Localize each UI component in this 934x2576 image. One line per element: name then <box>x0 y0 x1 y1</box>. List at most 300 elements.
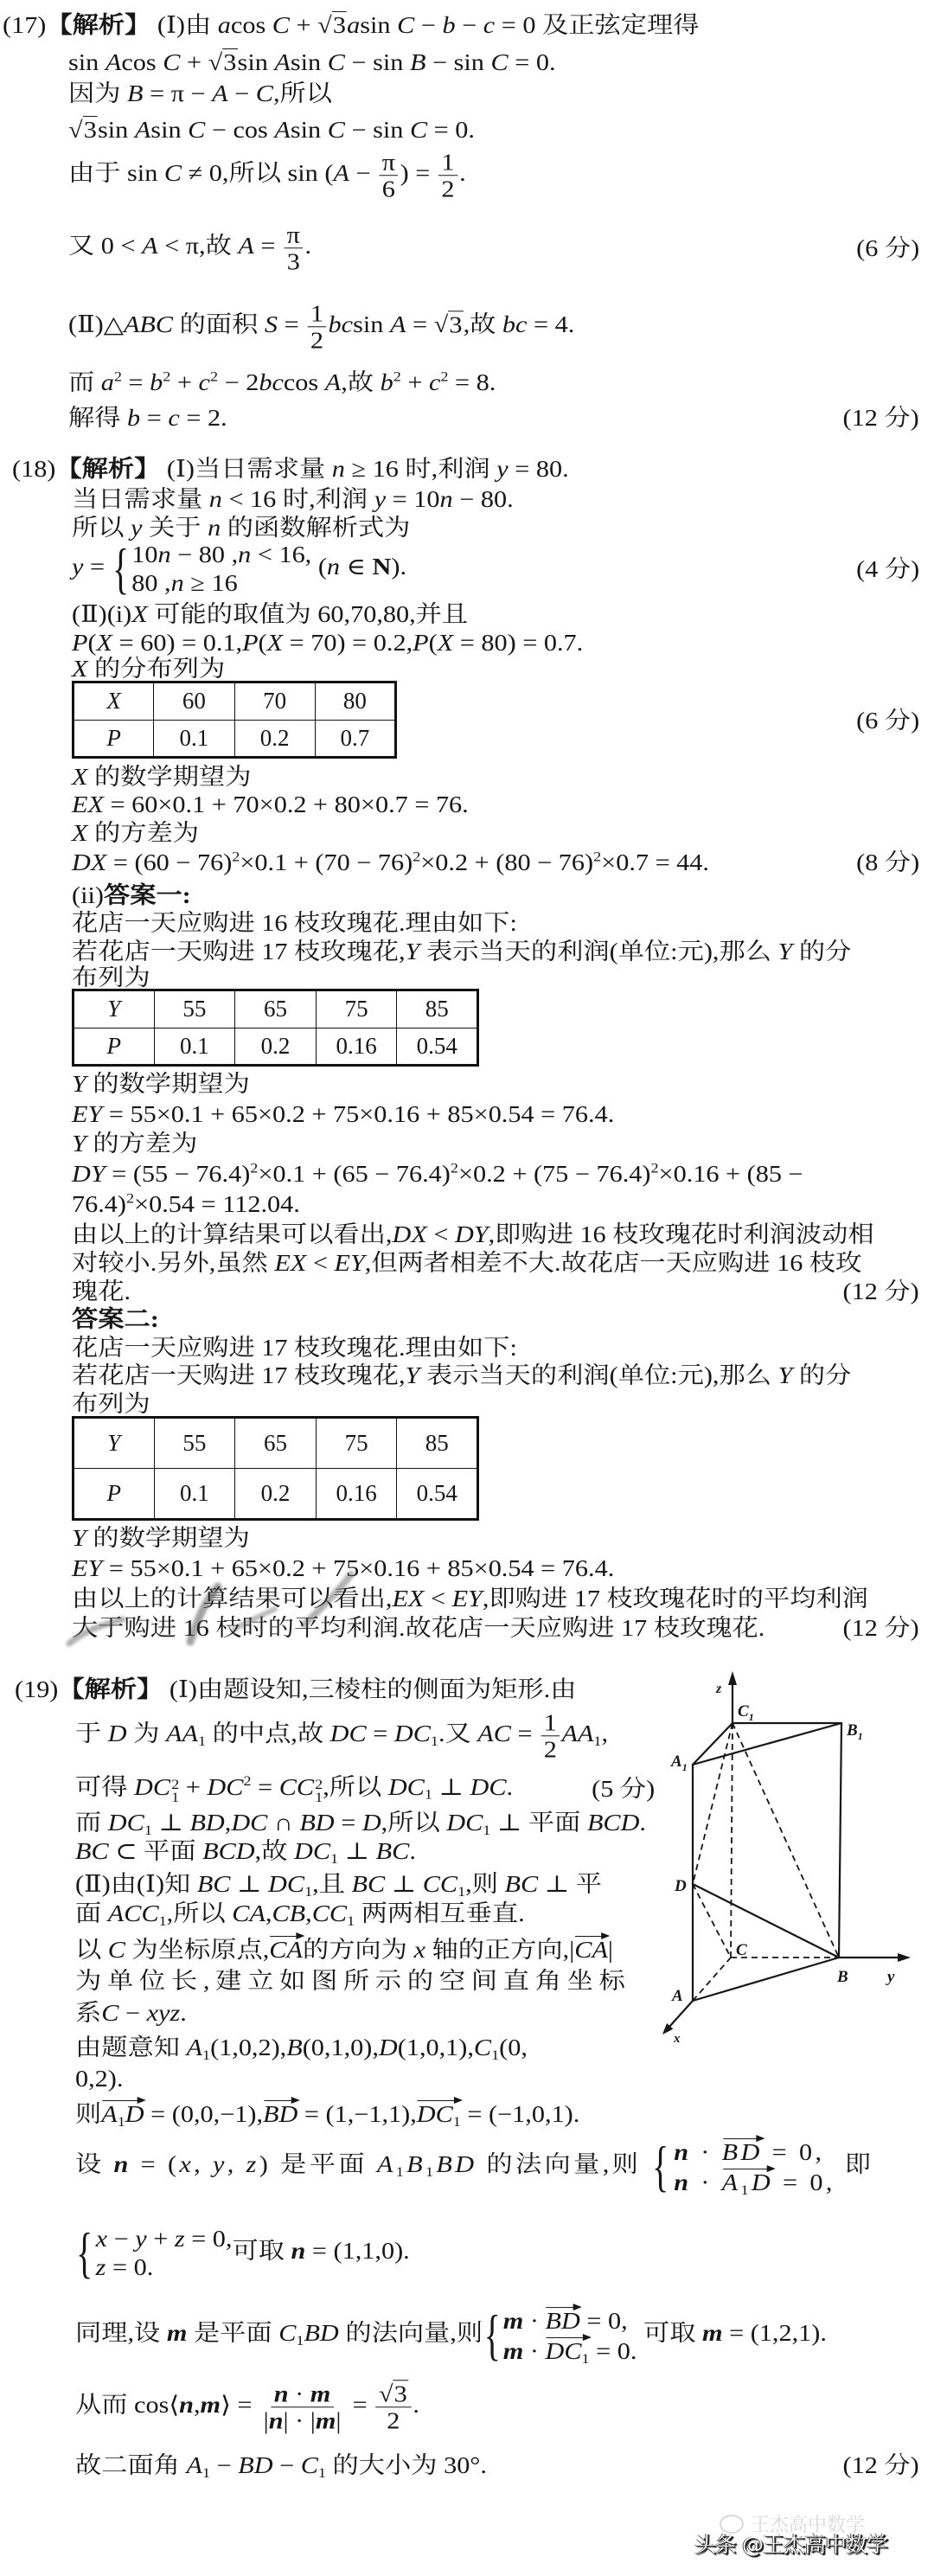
radicand: 3 <box>83 117 97 143</box>
superscript: 2 <box>250 1160 259 1176</box>
vector-symbol: n <box>674 2139 692 2166</box>
edge-b1-b <box>839 1723 841 1958</box>
table-cell: 55 <box>154 1418 235 1469</box>
solution-line: 76.4)$^2$×0.54 = 112.04. <box>72 1190 300 1217</box>
left-brace-icon: { <box>76 2221 93 2284</box>
vector <box>417 2099 461 2128</box>
table-row <box>74 1469 478 1520</box>
math-italic: A <box>274 49 291 75</box>
math-italic: X <box>72 820 88 846</box>
denominator: 2 <box>387 2407 400 2434</box>
solution-line: 由以上的计算结果可以看出,DX < DY,即购进 16 枝玫瑰花时利润波动相 <box>72 1221 874 1247</box>
solution-line: X 的方差为 <box>72 820 199 846</box>
square-root <box>379 2380 408 2406</box>
superscript: 2 <box>413 849 421 865</box>
table-cell: 0.54 <box>397 1028 478 1066</box>
normal-vector-system-line: 设 n = (x, y, z) 是平面 $A_1B_1BD$ 的法向量,则 { n · BD = 0, n · $A_1D = 0$, 即 <box>75 2135 874 2198</box>
solution-line: P(X = 60) = 0.1,P(X = 70) = 0.2,P(X = 80) = 0.7. <box>72 630 584 656</box>
solution-line: 由题意知 $A_1(1,0,2),B(0,1,0),D(1,0,1),C_1(0$, <box>75 2035 528 2063</box>
table-cell: 55 <box>154 990 235 1028</box>
superscript: 2 <box>593 849 602 865</box>
score-marker: (6 分) <box>855 235 919 261</box>
system-row: z = 0. <box>95 2254 154 2280</box>
math-italic: CB <box>272 1900 306 1926</box>
fraction <box>438 149 457 202</box>
math-italic: y <box>496 456 509 482</box>
math-italic: C <box>278 2320 297 2347</box>
math-italic: n <box>170 570 184 596</box>
math-italic: EX <box>274 1250 307 1276</box>
analysis-tag: 【解析】 <box>58 1676 163 1702</box>
vector-body <box>545 2308 579 2334</box>
math-italic: x <box>413 1937 425 1963</box>
math-italic: B <box>409 49 426 75</box>
subscript: 1 <box>483 1822 491 1838</box>
math-italic: C <box>473 2035 492 2060</box>
subscript: 1 <box>457 1883 466 1900</box>
math-italic: BCD <box>586 1810 640 1836</box>
subscript: 1 <box>347 1913 355 1929</box>
fraction <box>260 2381 344 2433</box>
math-italic: X <box>266 630 284 656</box>
math-italic: c <box>198 369 210 395</box>
math-italic: b <box>127 405 141 431</box>
table-cell: P <box>74 1469 155 1520</box>
math-italic: ABC <box>123 311 174 338</box>
solution-line: 瑰花. <box>72 1278 131 1304</box>
score-marker: (12 分) <box>842 2452 919 2478</box>
solution-line <box>72 1305 159 1333</box>
cosine-fraction-line: 从而 cos⟨n,m⟩ = $\frac{n \cdot m}{|n| \cdot |m|}$ = $\frac{√3}{2}$ . <box>75 2381 419 2434</box>
vector-arrow-icon <box>723 2138 763 2139</box>
vector-body <box>416 2101 461 2130</box>
figure-label: $C_1$ <box>738 1702 754 1723</box>
math-italic: BD <box>304 2320 339 2347</box>
math-italic: n <box>331 456 345 482</box>
denominator: 2 <box>543 1736 557 1763</box>
math-italic: X <box>96 630 113 656</box>
vector-symbol: m <box>502 2308 524 2335</box>
solution-line: Y 的数学期望为 <box>72 1525 250 1551</box>
math-italic: b <box>442 12 456 38</box>
solution-line: 系C − xyz. <box>75 2000 187 2026</box>
table-cell: Y <box>74 1418 155 1469</box>
math-italic: A <box>101 2101 118 2127</box>
left-brace-icon: { <box>483 2304 501 2367</box>
numerator: π <box>284 221 303 248</box>
math-italic: ACC <box>107 1900 159 1926</box>
subscript: 1 <box>197 1733 207 1750</box>
vector-arrow-icon <box>418 2100 461 2101</box>
vector-body <box>574 1937 608 1963</box>
vector-arrow-icon <box>270 1936 303 1937</box>
math-italic: y <box>72 554 84 580</box>
math-italic: EY <box>451 1586 483 1612</box>
solution-line: (Ⅱ)(i)X 可能的取值为 60,70,80,并且 <box>72 601 469 627</box>
table-cell: 0.16 <box>316 1028 397 1066</box>
fraction <box>284 221 303 274</box>
vector-body <box>722 2139 763 2165</box>
math-italic: BD <box>189 1810 225 1836</box>
math-italic: n <box>208 486 222 512</box>
figure-label: z <box>716 1682 722 1696</box>
sub-superscript <box>171 1778 179 1804</box>
math-italic: EX <box>72 791 104 817</box>
table-cell: 80 <box>315 682 395 721</box>
math-italic: C <box>107 1937 125 1963</box>
solution-line: 故二面角 $A_1$ − BD − $C_1$ 的大小为 30°. <box>75 2452 487 2481</box>
table-cell: 0.1 <box>154 1028 235 1066</box>
math-italic: DX <box>72 849 107 875</box>
solution-line: EY = 55×0.1 + 65×0.2 + 75×0.16 + 85×0.54 = 76.4. <box>72 1555 615 1581</box>
solution-line: 布列为 <box>72 964 150 990</box>
figure-label: C <box>736 1941 747 1959</box>
math-italic: X <box>131 601 148 627</box>
fraction <box>375 2381 411 2433</box>
math-italic: DC <box>470 1773 507 1800</box>
table-cell: 65 <box>235 1418 317 1469</box>
math-italic: DC <box>446 1810 483 1836</box>
math-italic: C <box>101 2000 119 2026</box>
solution-line: 由以上的计算结果可以看出,EX < EY,即购进 17 枝玫瑰花时的平均利润 <box>72 1586 868 1612</box>
table-cell: X <box>74 682 154 721</box>
math-italic: P <box>242 630 259 656</box>
vector <box>722 2137 763 2166</box>
math-italic: b <box>380 369 393 395</box>
left-brace-icon: { <box>112 537 129 600</box>
subscript: 1 <box>315 1789 323 1805</box>
table-row <box>74 1028 478 1066</box>
vector-symbol: m <box>315 2407 336 2434</box>
system-row: m · BD = 0, <box>503 2305 637 2336</box>
system-rows <box>503 2305 637 2366</box>
numerator: 1 <box>307 300 326 327</box>
solution-line: 若花店一天购进 17 枝玫瑰花,Y 表示当天的利润(单位:元),那么 Y 的分 <box>72 939 852 964</box>
math-italic: n <box>238 541 252 568</box>
solution-line: 对较小.另外,虽然 EX < EY,但两者相差不大.故花店一天应购进 16 枝玫 <box>72 1250 862 1276</box>
vector-symbol: m <box>702 2320 723 2347</box>
math-italic: Y <box>777 1362 793 1388</box>
math-italic: A <box>186 2452 202 2478</box>
solution-line: EX = 60×0.1 + 70×0.2 + 80×0.7 = 76. <box>72 791 469 817</box>
math-italic: a <box>217 12 231 38</box>
subscript: 1 <box>317 2464 326 2481</box>
vector-arrow-icon <box>547 2307 580 2308</box>
solution-line: (Ⅱ)由(Ⅰ)知 BC ⊥ $DC_1$,且 BC ⊥ $CC_1$,则 BC ⊥ 平 <box>75 1871 602 1900</box>
table-cell: 85 <box>397 1418 478 1469</box>
superscript: 2 <box>171 1776 180 1792</box>
solution-line: (ii)答案一: <box>72 882 191 908</box>
vector-symbol: n <box>179 2392 194 2419</box>
math-italic: y <box>374 486 387 512</box>
math-italic: BD <box>263 2101 298 2127</box>
math-italic: C <box>490 49 509 75</box>
solution-line: 布列为 <box>72 1391 150 1417</box>
edge-a-b <box>693 1958 839 2001</box>
math-italic: x <box>179 2151 195 2178</box>
solution-line: 以 C 为坐标原点, CA的方向为 x 轴的正方向,| CA| <box>75 1934 613 1964</box>
vector <box>722 2167 773 2196</box>
superscript: 2 <box>113 368 122 385</box>
solution-line: Y 的数学期望为 <box>72 1071 250 1097</box>
math-italic: C <box>272 12 290 38</box>
solution-line <box>3 11 699 39</box>
math-italic: n <box>326 554 341 580</box>
math-italic: A <box>333 160 349 187</box>
solution-text: (Ⅰ)由 acos C + √3asin C − b − c = 0 及正弦定理得 <box>150 12 700 38</box>
math-italic: Y <box>405 939 420 964</box>
math-italic: X <box>72 764 88 790</box>
vector-arrow-icon <box>102 2100 144 2101</box>
math-italic: C <box>327 49 345 75</box>
fraction <box>379 149 398 202</box>
math-italic: EY <box>72 1101 103 1127</box>
superscript: 2 <box>650 1160 659 1176</box>
solution-line: 为单位长,建立如图所示的空间直角坐标 <box>75 1968 631 1994</box>
solution-line <box>15 1676 576 1703</box>
vector-symbol: m <box>502 2338 524 2364</box>
math-italic: bc <box>502 311 528 338</box>
math-italic: DC <box>107 1810 144 1836</box>
score-marker: (6 分) <box>855 708 919 734</box>
table-row <box>74 720 396 758</box>
bold-text: 答案二: <box>72 1306 159 1332</box>
vector-symbol: m <box>310 2381 331 2407</box>
math-italic: A <box>274 117 291 143</box>
figure-label: D <box>675 1877 687 1895</box>
figure-label: $B_1$ <box>847 1721 863 1742</box>
subscript: 1 <box>158 1913 167 1929</box>
solution-line: Y 的方差为 <box>72 1131 198 1157</box>
solution-text: (Ⅰ)当日需求量 n ≥ 16 时,利润 y = 80. <box>160 456 569 482</box>
math-italic: CA <box>232 1900 265 1926</box>
solution-line: X 的分布列为 <box>72 656 226 682</box>
math-italic: Y <box>777 939 793 964</box>
faint-watermark-text: 王杰高中数学 <box>751 2515 866 2536</box>
superscript: 2 <box>440 368 449 385</box>
radicand: 3 <box>393 2381 407 2407</box>
math-italic: A <box>212 80 228 106</box>
solution-line: 解得 b = c = 2. <box>68 405 227 431</box>
table-cell: P <box>74 720 154 758</box>
figure-label: $A_1$ <box>671 1753 688 1773</box>
math-italic: y <box>131 515 143 541</box>
solution-text: (Ⅰ)由题设知,三棱柱的侧面为矩形.由 <box>163 1676 577 1702</box>
subscript: 1 <box>304 1883 313 1900</box>
math-italic: DC <box>329 1721 367 1747</box>
math-italic: DC <box>134 1773 171 1800</box>
piecewise-function-line: y = { 10n − 80 ,n < 16, 80 ,n ≥ 16 (n ∈ N). <box>72 537 407 600</box>
radicand: 3 <box>332 12 347 38</box>
radicand: 3 <box>223 49 237 75</box>
math-italic: AA <box>561 1721 594 1747</box>
table-cell: 0.16 <box>316 1469 397 1520</box>
system-rows <box>131 541 311 598</box>
denominator: |n| · |m| <box>263 2407 342 2434</box>
math-italic: BC <box>351 1871 386 1897</box>
math-italic: DC <box>207 1773 244 1800</box>
figure-label: B <box>837 1968 848 1986</box>
table-row <box>74 990 478 1028</box>
table-cell: 60 <box>154 682 234 721</box>
solution-line: 则 $A_1D = (0,0,-1)$, BD = (1,−1,1), $DC_1 = (-1,0,1)$. <box>75 2099 579 2128</box>
superscript: 2 <box>209 368 219 385</box>
table-cell: 70 <box>234 682 315 721</box>
table-cell: 75 <box>316 990 397 1028</box>
subscript: 1 <box>202 2047 211 2063</box>
vector-symbol: n <box>113 2151 131 2178</box>
math-italic: D <box>378 2035 398 2060</box>
solution-line: 当日需求量 n < 16 时,利润 y = 10n − 80. <box>72 486 514 512</box>
equation-system-line: { x − y + z = 0, z = 0. 可取 n = (1,1,0). <box>76 2221 410 2284</box>
solution-line <box>12 455 569 483</box>
fraction <box>307 300 326 353</box>
solution-line: BC ⊂ 平面 BCD,故 $DC_1$ ⊥ BC. <box>75 1838 416 1867</box>
subscript: 1 <box>593 1733 602 1750</box>
subscript: 1 <box>581 2350 590 2367</box>
subscript: 1 <box>296 2333 304 2349</box>
vector-body <box>101 2101 144 2130</box>
vector <box>263 2099 297 2128</box>
system-row: 10n − 80 ,n < 16, <box>131 541 312 568</box>
solution-line: 而 $DC_1$ ⊥ BD,DC ∩ BD = D,所以 $DC_1$ ⊥ 平面 BCD. <box>75 1810 646 1838</box>
solution-line: √3sin Asin C − cos Asin C − sin C = 0. <box>68 117 475 143</box>
superscript: 2 <box>393 368 401 385</box>
math-italic: BC <box>75 1838 109 1864</box>
distribution-table-x <box>72 681 397 759</box>
math-italic: DC <box>416 2101 453 2127</box>
math-italic: A <box>134 117 151 143</box>
hidden-segment-c1-d <box>693 1723 732 1884</box>
vector-arrow-icon <box>264 2100 297 2101</box>
system-row: 80 ,n ≥ 16 <box>131 570 238 596</box>
score-marker: (12 分) <box>842 405 919 431</box>
math-italic: DY <box>454 1221 489 1247</box>
solution-line: 可得 DC 2 1 + $DC^2$ = CC 2 1 ,所以 $DC_1$ ⊥ DC. <box>75 1773 514 1805</box>
math-italic: A <box>721 2169 741 2195</box>
math-italic: c <box>483 12 496 38</box>
math-italic: Y <box>72 1131 86 1157</box>
math-italic: BD <box>545 2308 580 2335</box>
math-italic: C <box>327 117 345 143</box>
math-italic: n <box>439 486 453 512</box>
table-row <box>74 682 396 721</box>
table-cell: 0.1 <box>154 1469 235 1520</box>
score-marker: (12 分) <box>842 1278 919 1304</box>
vector-body <box>263 2101 297 2127</box>
numerator: π <box>379 149 398 176</box>
edge-a1-b1 <box>693 1723 841 1765</box>
math-italic: BD <box>436 2151 477 2178</box>
score-marker: (4 分) <box>855 556 919 582</box>
radical-sign-icon: √ <box>208 49 223 75</box>
math-italic: BC <box>196 1871 231 1897</box>
superscript: 2 <box>450 1160 458 1176</box>
system-row: x − y + z = 0, <box>95 2226 233 2252</box>
vector <box>545 2336 589 2365</box>
subscript: 1 <box>491 2047 500 2063</box>
radical-sign-icon: √ <box>68 117 83 143</box>
vector-symbol: n <box>674 2169 692 2195</box>
superscript: 2 <box>232 849 240 865</box>
solution-line: 花店一天应购进 16 枝玫瑰花.理由如下: <box>72 910 517 936</box>
problem-number: (18) <box>12 456 56 482</box>
bold-text: 答案一: <box>103 882 191 908</box>
table-cell: P <box>74 1028 155 1066</box>
solution-line: 由于 sin C ≠ 0,所以 sin (A − $\frac{\pi}{6}$ ) = $\frac{1}{2}$ . <box>68 149 466 202</box>
bold-text: N <box>372 554 392 580</box>
denominator: 6 <box>381 176 395 202</box>
math-italic: P <box>413 630 429 656</box>
solution-line: 大于购进 16 枝时的平均利润.故花店一天应购进 17 枝玫瑰花. <box>72 1615 765 1641</box>
math-italic: DC <box>231 1810 268 1836</box>
solution-line: X 的数学期望为 <box>72 764 252 790</box>
subscript: 1 <box>740 2182 752 2198</box>
math-italic: C <box>255 80 273 106</box>
math-italic: z <box>246 2151 259 2178</box>
vector-body <box>545 2338 590 2367</box>
math-italic: C <box>163 49 181 75</box>
table-cell: 0.2 <box>235 1028 317 1066</box>
square-root <box>68 116 98 143</box>
table-cell: 0.2 <box>235 1469 317 1520</box>
subscript: 1 <box>330 1850 339 1867</box>
denominator: 2 <box>441 176 455 202</box>
table-cell: 0.2 <box>234 720 315 758</box>
system-rows <box>674 2137 835 2197</box>
math-italic: bc <box>259 369 284 395</box>
math-italic: Y <box>72 1071 86 1097</box>
math-italic: z <box>174 2226 185 2252</box>
table-cell: 85 <box>397 990 478 1028</box>
solution-line: 面 $ACC_1$,所以 $CA,CB,CC_1$ 两两相互垂直. <box>75 1900 525 1929</box>
score-marker: (5 分) <box>591 1776 655 1802</box>
math-italic: BCD <box>202 1838 255 1864</box>
prism-coordinate-figure <box>657 1661 934 2046</box>
math-italic: A <box>238 233 254 260</box>
math-italic: X <box>437 630 454 656</box>
math-italic: Y <box>72 1525 86 1551</box>
radical-sign-icon: √ <box>433 311 449 338</box>
math-italic: CC <box>311 1900 348 1926</box>
math-italic: B <box>406 2151 425 2178</box>
square-root <box>434 311 464 337</box>
vector-symbol: m <box>200 2392 221 2419</box>
math-italic: c <box>168 405 180 431</box>
math-italic: C <box>188 117 206 143</box>
vector-arrow-icon <box>575 1936 608 1937</box>
table-cell: Y <box>74 990 155 1028</box>
superscript: 2 <box>315 1776 323 1792</box>
sub-superscript <box>315 1778 323 1804</box>
math-italic: EY <box>334 1250 365 1276</box>
math-italic: D <box>751 2169 774 2195</box>
equation-system <box>650 2137 835 2197</box>
denominator: 2 <box>310 327 323 354</box>
math-italic: b <box>150 369 163 395</box>
math-italic: EY <box>72 1555 103 1581</box>
vector-symbol: m <box>166 2320 188 2347</box>
normal-vector-system-line: 同理,设 m 是平面 $C_1BD$ 的法向量,则 { m · BD = 0, m · $DC_1 = 0$. 可取 m = (1,2,1). <box>75 2304 827 2367</box>
figure-label: y <box>887 1968 895 1986</box>
vector-arrow-icon <box>547 2337 590 2338</box>
z-axis-arrow-icon <box>728 1671 737 1685</box>
subscript: 1 <box>395 2164 407 2181</box>
math-italic: X <box>72 656 88 682</box>
solution-line: 而 $a^2 = b^2 + c^2 - 2bccos$ A,故 $b^2 + c^2 = 8$. <box>68 368 496 395</box>
math-italic: A <box>324 369 342 395</box>
subscript: 1 <box>424 1786 432 1803</box>
